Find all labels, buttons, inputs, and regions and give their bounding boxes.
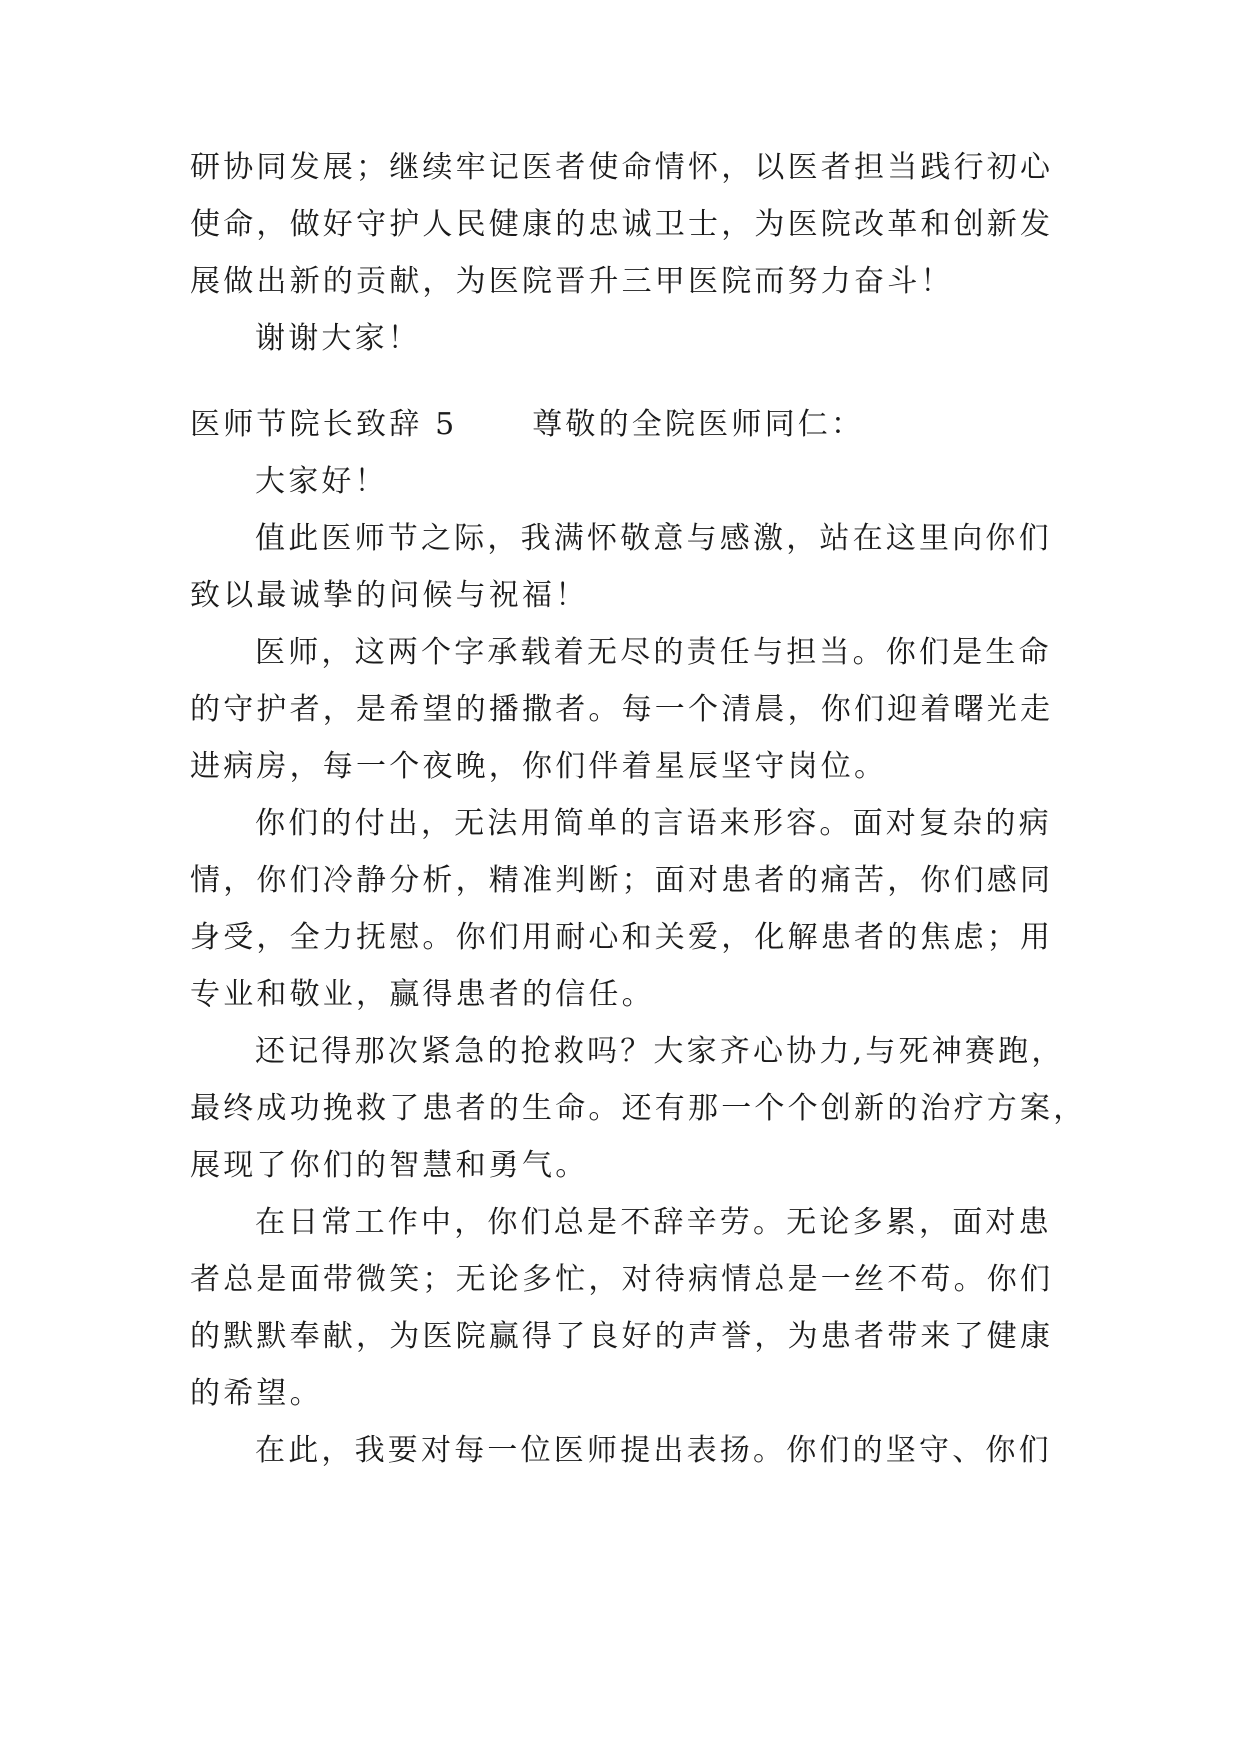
paragraph-line: 展做出新的贡献，为医院晋升三甲医院而努力奋斗！ (190, 264, 954, 299)
paragraph-line: 致以最诚挚的问候与祝福！ (190, 578, 589, 613)
closing-thanks: 谢谢大家！ (255, 321, 421, 356)
paragraph-line: 研协同发展；继续牢记医者使命情怀，以医者担当践行初心 (190, 150, 1054, 185)
paragraph-line: 展现了你们的智慧和勇气。 (190, 1148, 589, 1183)
paragraph-line: 进病房，每一个夜晚，你们伴着星辰坚守岗位。 (190, 749, 888, 784)
paragraph-line: 的希望。 (190, 1376, 323, 1411)
paragraph-line: 在此，我要对每一位医师提出表扬。你们的坚守、你们 (255, 1433, 1052, 1468)
paragraph-line: 你们的付出，无法用简单的言语来形容。面对复杂的病 (255, 806, 1052, 841)
paragraph-line: 值此医师节之际，我满怀敬意与感激，站在这里向你们 (255, 521, 1052, 556)
paragraph-line: 医师，这两个字承载着无尽的责任与担当。你们是生命 (255, 635, 1052, 670)
greeting-line: 大家好！ (255, 464, 388, 499)
paragraph-line: 在日常工作中，你们总是不辞辛劳。无论多累，面对患 (255, 1205, 1052, 1240)
paragraph-line: 的守护者，是希望的播撒者。每一个清晨，你们迎着曙光走 (190, 692, 1054, 727)
paragraph-line: 的默默奉献，为医院赢得了良好的声誉，为患者带来了健康 (190, 1319, 1054, 1354)
paragraph-line: 身受，全力抚慰。你们用耐心和关爱，化解患者的焦虑；用 (190, 920, 1054, 955)
section-title: 医师节院长致辞 5 (190, 407, 458, 442)
salutation: 尊敬的全院医师同仁： (532, 407, 865, 442)
paragraph-line: 最终成功挽救了患者的生命。还有那一个个创新的治疗方案， (190, 1091, 1087, 1126)
paragraph-line: 专业和敬业，赢得患者的信任。 (190, 977, 655, 1012)
paragraph-line: 情，你们冷静分析，精准判断；面对患者的痛苦，你们感同 (190, 863, 1054, 898)
paragraph-line: 使命，做好守护人民健康的忠诚卫士，为医院改革和创新发 (190, 207, 1054, 242)
paragraph-line: 者总是面带微笑；无论多忙，对待病情总是一丝不苟。你们 (190, 1262, 1054, 1297)
paragraph-line: 还记得那次紧急的抢救吗？大家齐心协力,与死神赛跑， (255, 1034, 1065, 1069)
section-heading (190, 405, 864, 445)
